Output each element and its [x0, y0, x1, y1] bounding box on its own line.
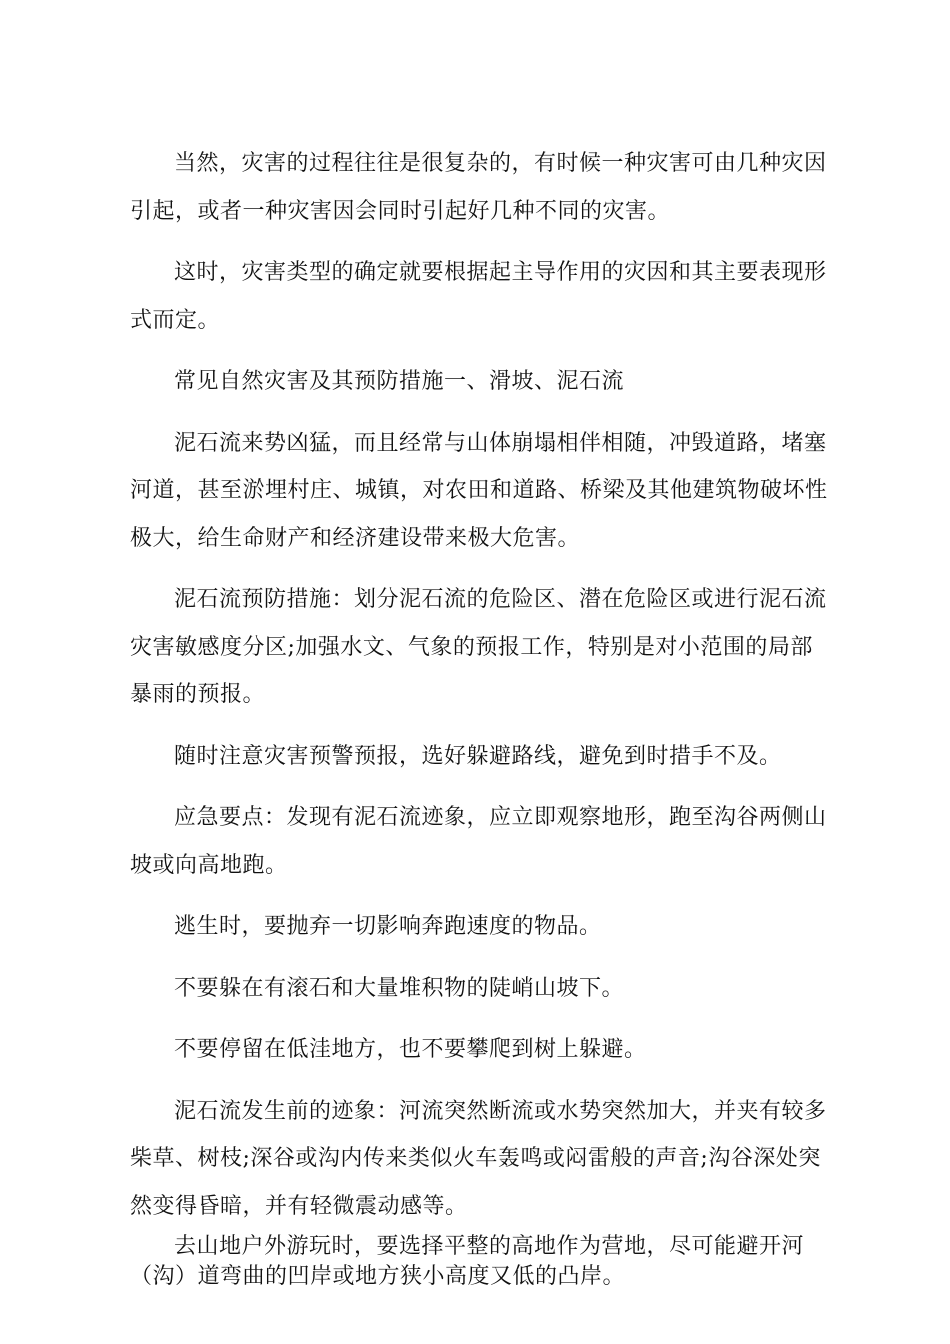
- paragraph: 这时，灾害类型的确定就要根据起主导作用的灾因和其主要表现形式而定。: [130, 260, 827, 333]
- paragraph: 应急要点：发现有泥石流迹象，应立即观察地形，跑至沟谷两侧山坡或向高地跑。: [130, 805, 827, 878]
- paragraph: 逃生时，要抛弃一切影响奔跑速度的物品。: [174, 914, 602, 939]
- paragraph: 当然，灾害的过程往往是很复杂的，有时候一种灾害可由几种灾因引起，或者一种灾害因会同时引起好几种不同的灾害。: [130, 151, 827, 224]
- paragraph: 去山地户外游玩时，要选择平整的高地作为营地，尽可能避开河（沟）道弯曲的凹岸或地方狭小高度又低的凸岸。: [130, 1234, 805, 1289]
- paragraph: 泥石流预防措施：划分泥石流的危险区、潜在危险区或进行泥石流灾害敏感度分区;加强水文、气象的预报工作，特别是对小范围的局部暴雨的预报。: [130, 587, 827, 707]
- paragraph: 随时注意灾害预警预报，选好躲避路线，避免到时措手不及。: [174, 743, 782, 769]
- paragraph: 不要躲在有滚石和大量堆积物的陡峭山坡下。: [174, 975, 625, 1001]
- section-heading: 常见自然灾害及其预防措施一、滑坡、泥石流: [174, 369, 625, 394]
- document-body: [130, 140, 830, 1306]
- paragraph: 泥石流发生前的迹象：河流突然断流或水势突然加大，并夹有较多柴草、树枝;深谷或沟内传来类似火车轰鸣或闷雷般的声音;沟谷深处突然变得昏暗，并有轻微震动感等。: [130, 1098, 827, 1219]
- paragraph: 泥石流来势凶猛，而且经常与山体崩塌相伴相随，冲毁道路，堵塞河道，甚至淤埋村庄、城镇，对农田和道路、桥梁及其他建筑物破坏性极大，给生命财产和经济建设带来极大危害。: [130, 430, 828, 551]
- paragraph: 不要停留在低洼地方，也不要攀爬到树上躲避。: [174, 1037, 647, 1062]
